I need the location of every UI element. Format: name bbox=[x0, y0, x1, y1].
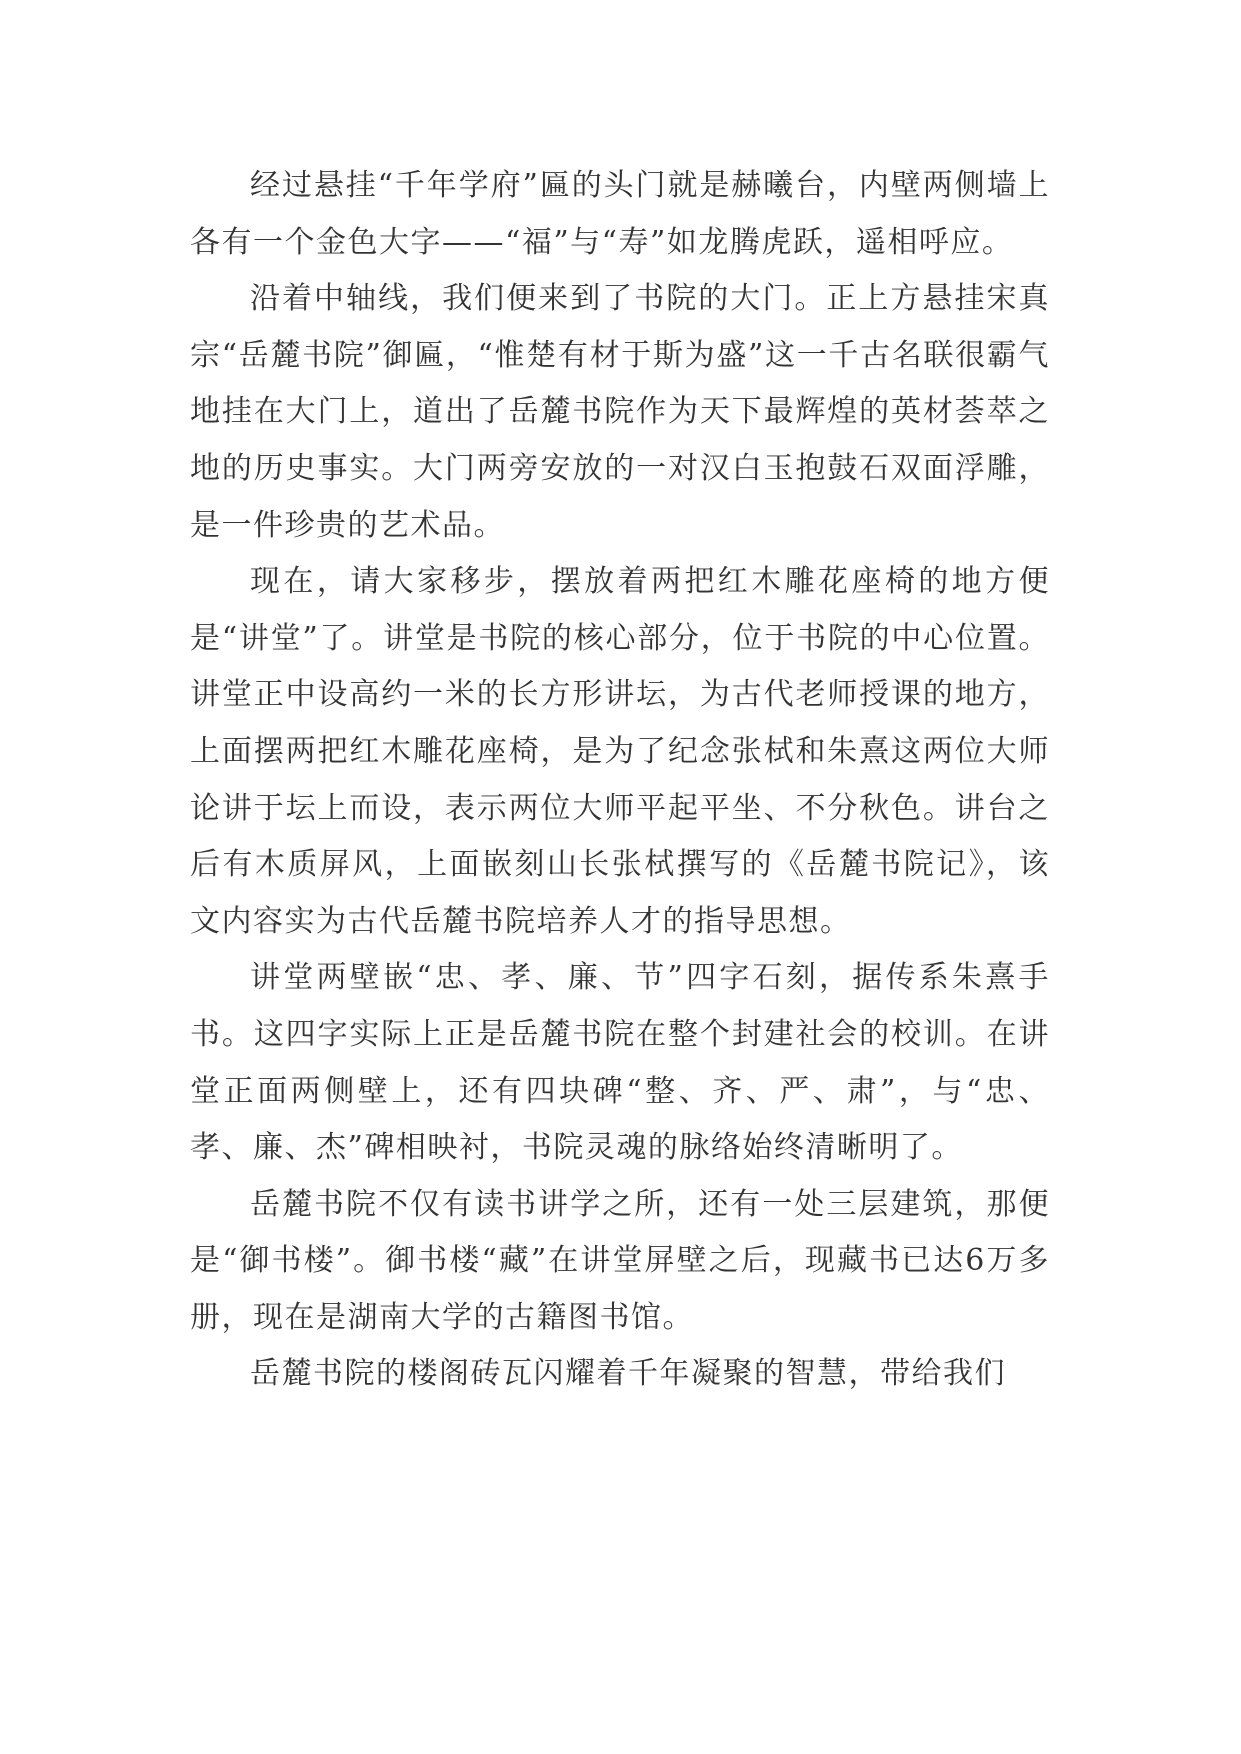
paragraph-2: 沿着中轴线，我们便来到了书院的大门。正上方悬挂宋真宗“岳麓书院”御匾，“惟楚有材于斯为盛”这一千古名联很霸气地挂在大门上，道出了岳麓书院作为天下最辉煌的英材荟萃之地的历史事实。大门两旁安放的一对汉白玉抱鼓石双面浮雕，是一件珍贵的艺术品。 bbox=[190, 281, 1050, 543]
paragraph-4: 讲堂两壁嵌“忠、孝、廉、节”四字石刻，据传系朱熹手书。这四字实际上正是岳麓书院在整个封建社会的校训。在讲堂正面两侧壁上，还有四块碑“整、齐、严、肃”，与“忠、孝、廉、杰”碑相映衬，书院灵魂的脉络始终清晰明了。 bbox=[190, 960, 1050, 1166]
body-text bbox=[190, 158, 1050, 1403]
paragraph-3: 现在，请大家移步，摆放着两把红木雕花座椅的地方便是“讲堂”了。讲堂是书院的核心部分，位于书院的中心位置。讲堂正中设高约一米的长方形讲坛，为古代老师授课的地方，上面摆两把红木雕花座椅，是为了纪念张栻和朱熹这两位大师论讲于坛上而设，表示两位大师平起平坐、不分秋色。讲台之后有木质屏风，上面嵌刻山长张栻撰写的《岳麓书院记》，该文内容实为古代岳麓书院培养人才的指导思想。 bbox=[190, 564, 1050, 939]
paragraph-6: 岳麓书院的楼阁砖瓦闪耀着千年凝聚的智慧，带给我们 bbox=[250, 1356, 1006, 1392]
paragraph-1: 经过悬挂“千年学府”匾的头门就是赫曦台，内壁两侧墙上各有一个金色大字——“福”与“寿”如龙腾虎跃，遥相呼应。 bbox=[190, 168, 1050, 260]
paragraph-5: 岳麓书院不仅有读书讲学之所，还有一处三层建筑，那便是“御书楼”。御书楼“藏”在讲堂屏壁之后，现藏书已达6万多册，现在是湖南大学的古籍图书馆。 bbox=[190, 1186, 1050, 1335]
